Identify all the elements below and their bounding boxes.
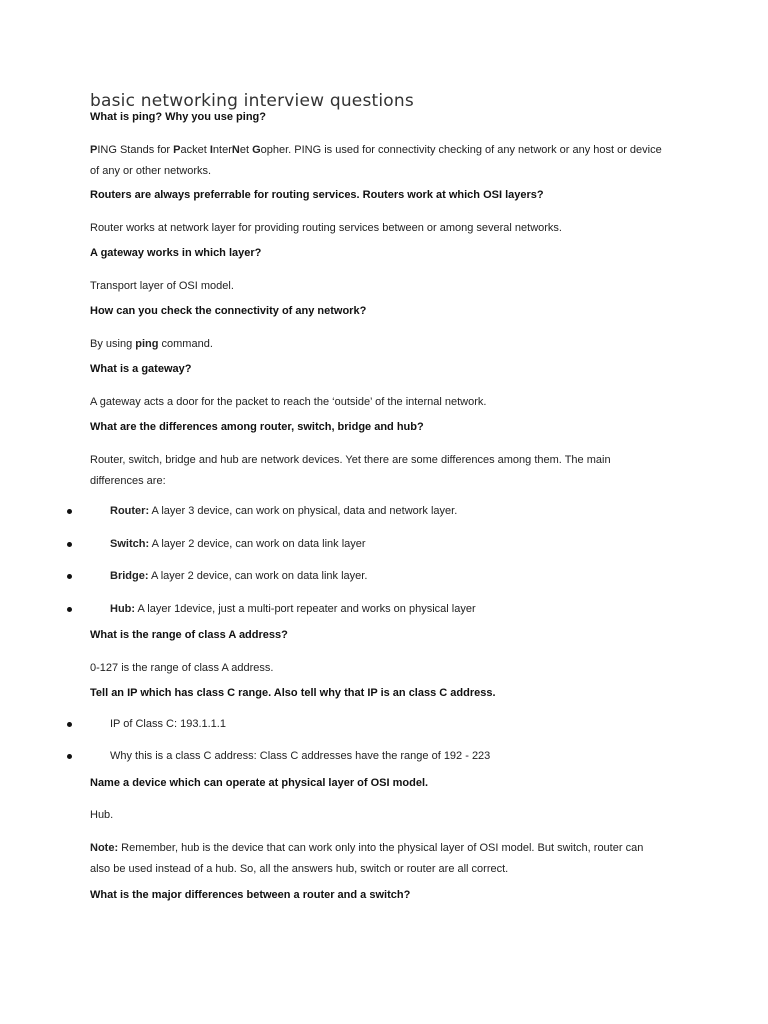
bold-letter: G bbox=[252, 144, 261, 156]
question-device-differences: What are the differences among router, switch, bridge and hub? bbox=[90, 421, 424, 433]
text-run: By using bbox=[90, 338, 136, 350]
bullet-icon bbox=[67, 607, 72, 612]
bullet-icon bbox=[67, 509, 72, 514]
answer-device-differences-line2: differences are: bbox=[90, 475, 166, 487]
list-item-text: A layer 2 device, can work on data link layer bbox=[149, 538, 366, 550]
list-item-label: Bridge: bbox=[110, 570, 149, 582]
answer-device-differences-line1: Router, switch, bridge and hub are network devices. Yet there are some differences among them. The main bbox=[90, 454, 611, 466]
bullet-icon bbox=[67, 574, 72, 579]
answer-class-a-range: 0-127 is the range of class A address. bbox=[90, 662, 274, 674]
list-item-label: Router: bbox=[110, 505, 150, 517]
list-item-text: A layer 3 device, can work on physical, data and network layer. bbox=[149, 505, 458, 517]
bullet-icon bbox=[67, 542, 72, 547]
question-gateway-layer: A gateway works in which layer? bbox=[90, 247, 262, 259]
list-item-switch bbox=[110, 534, 366, 555]
answer-ping-line2: of any or other networks. bbox=[90, 165, 212, 177]
list-item-hub bbox=[110, 599, 476, 620]
text-run: nter bbox=[212, 144, 232, 156]
text-run: ING Stands for bbox=[97, 144, 174, 156]
note-line1 bbox=[90, 838, 643, 859]
question-router-vs-switch: What is the major differences between a router and a switch? bbox=[90, 889, 411, 901]
bullet-icon bbox=[67, 722, 72, 727]
answer-gateway-layer: Transport layer of OSI model. bbox=[90, 280, 234, 292]
bold-term: ping bbox=[135, 338, 159, 350]
question-ping: What is ping? Why you use ping? bbox=[90, 111, 266, 123]
list-item-text: A layer 2 device, can work on data link layer. bbox=[148, 570, 368, 582]
text-run: opher. PING is used for connectivity checking of any network or any host or device bbox=[260, 144, 662, 156]
list-item-label: Switch: bbox=[110, 538, 150, 550]
bold-letter: N bbox=[231, 144, 240, 156]
list-item-bridge bbox=[110, 566, 367, 587]
list-item-class-c-reason: Why this is a class C address: Class C addresses have the range of 192 - 223 bbox=[110, 750, 491, 762]
question-class-a-range: What is the range of class A address? bbox=[90, 629, 288, 641]
document-title: basic networking interview questions bbox=[90, 91, 414, 111]
list-item-text: A layer 1device, just a multi-port repeater and works on physical layer bbox=[135, 603, 476, 615]
bullet-icon bbox=[67, 754, 72, 759]
text-run: acket bbox=[180, 144, 210, 156]
answer-ping-line1 bbox=[90, 140, 662, 161]
note-label: Note: bbox=[90, 842, 119, 854]
question-router-layers: Routers are always preferrable for routing services. Routers work at which OSI layers? bbox=[90, 189, 544, 201]
answer-physical-layer-device: Hub. bbox=[90, 809, 114, 821]
question-gateway: What is a gateway? bbox=[90, 363, 192, 375]
list-item-router bbox=[110, 501, 457, 522]
question-class-c: Tell an IP which has class C range. Also tell why that IP is an class C address. bbox=[90, 687, 496, 699]
bold-letter: I bbox=[209, 144, 213, 156]
bold-letter: P bbox=[90, 144, 98, 156]
answer-gateway: A gateway acts a door for the packet to reach the ‘outside’ of the internal network. bbox=[90, 396, 487, 408]
question-physical-layer-device: Name a device which can operate at physical layer of OSI model. bbox=[90, 777, 429, 789]
list-item-label: Hub: bbox=[110, 603, 136, 615]
question-connectivity: How can you check the connectivity of any network? bbox=[90, 305, 367, 317]
note-line2: also be used instead of a hub. So, all the answers hub, switch or router are all correct. bbox=[90, 863, 509, 875]
text-run: command. bbox=[158, 338, 213, 350]
list-item-class-c-ip: IP of Class C: 193.1.1.1 bbox=[110, 718, 226, 730]
answer-connectivity bbox=[90, 334, 213, 355]
text-run: Remember, hub is the device that can work only into the physical layer of OSI model. But switch, router can bbox=[118, 842, 644, 854]
text-run: et bbox=[239, 144, 253, 156]
bold-letter: P bbox=[173, 144, 181, 156]
answer-router-layers: Router works at network layer for providing routing services between or among several networks. bbox=[90, 222, 562, 234]
